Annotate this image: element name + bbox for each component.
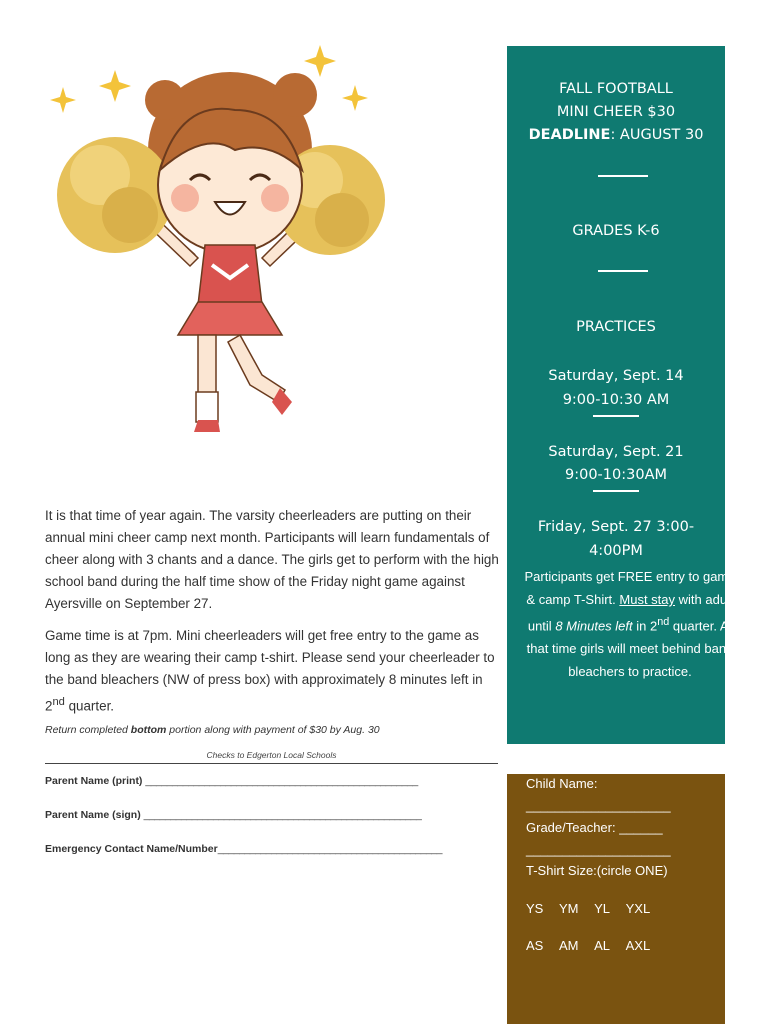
note-sup: nd	[657, 616, 670, 628]
paragraph-sup: nd	[52, 696, 65, 708]
intro-text	[45, 505, 501, 727]
divider	[598, 175, 648, 177]
deadline-value: : AUGUST 30	[610, 127, 704, 143]
note-text: in 2	[632, 618, 658, 634]
return-bold: bottom	[130, 724, 167, 736]
size-option-yl[interactable]: YL	[594, 901, 610, 916]
child-info-box	[507, 774, 725, 1024]
size-option-al[interactable]: AL	[594, 938, 610, 953]
emergency-contact-field[interactable]	[45, 843, 442, 855]
practices-heading: PRACTICES	[576, 319, 656, 335]
return-instructions	[45, 724, 380, 736]
return-text: portion along with payment of $30 by Aug. 30	[166, 724, 380, 736]
child-name-blank[interactable]: ____________________	[526, 798, 671, 813]
paragraph-text: Game time is at 7pm. Mini cheerleaders will get free entry to the game as long as they are wearing their camp t-shirt. Please send your cheerleader to the band bleachers (NW of press box) with approximately 8 minutes left in 2	[45, 628, 495, 714]
note-text: with adult until	[527, 592, 734, 634]
paragraph-text: quarter.	[64, 698, 115, 714]
divider	[593, 490, 639, 492]
size-option-ym[interactable]: YM	[558, 901, 579, 916]
size-option-as[interactable]: AS	[526, 938, 544, 953]
field-label: Emergency Contact Name/Number	[45, 843, 218, 855]
field-blank[interactable]: ____________________________________________________	[143, 809, 422, 821]
intro-paragraph-1: It is that time of year again. The varsity cheerleaders are putting on their annual mini cheer camp next month. Participants will learn fundamentals of cheer along with 3 chants and a dance. The girls get to perform with the high school band during the half time show of the Friday night game against Ayersville on September 27.	[45, 508, 499, 611]
cut-line	[45, 763, 498, 764]
info-sidebar	[507, 46, 736, 744]
parent-name-sign-field[interactable]	[45, 809, 421, 821]
participant-note	[507, 565, 753, 683]
grade-teacher-label[interactable]: Grade/Teacher: ______	[526, 820, 663, 835]
deadline-label: DEADLINE	[528, 127, 611, 143]
checks-payable: Checks to Edgerton Local Schools	[206, 750, 337, 760]
size-option-yxl[interactable]: YXL	[625, 901, 651, 916]
practice-2-time: 9:00-10:30AM	[564, 467, 667, 483]
practice-1-day: Saturday, Sept. 14	[548, 368, 684, 384]
intro-paragraph-2	[45, 625, 501, 717]
parent-name-print-field[interactable]	[45, 775, 418, 787]
size-option-axl[interactable]: AXL	[625, 938, 651, 953]
note-text: quarter. At that time girls will meet behind band bleachers to practice.	[526, 618, 734, 680]
practice-3-day: Friday, Sept. 27 3:00-	[537, 519, 695, 535]
divider	[598, 270, 648, 272]
child-name-label: Child Name:	[526, 776, 598, 791]
practice-3-time: 4:00PM	[589, 543, 643, 559]
grades-label: GRADES K-6	[572, 223, 660, 239]
field-label: Parent Name (print)	[45, 775, 143, 787]
note-minutes-left: 8 Minutes left	[555, 618, 633, 634]
note-text: Participants get FREE entry to game & camp T-Shirt.	[524, 569, 736, 607]
youth-size-options	[526, 901, 662, 916]
adult-size-options	[526, 938, 662, 953]
cheerleader-illustration	[30, 30, 390, 450]
practice-1-time: 9:00-10:30 AM	[562, 392, 670, 408]
title-line-1: FALL FOOTBALL	[559, 81, 673, 97]
title-line-2: MINI CHEER $30	[556, 104, 676, 120]
note-must-stay: Must stay	[619, 592, 676, 607]
deadline-line	[507, 124, 725, 147]
size-option-am[interactable]: AM	[558, 938, 579, 953]
field-blank[interactable]: ___________________________________________________	[145, 775, 418, 787]
size-option-ys[interactable]: YS	[526, 901, 544, 916]
field-blank[interactable]: __________________________________________	[217, 843, 442, 855]
practice-2-day: Saturday, Sept. 21	[548, 444, 684, 460]
grade-teacher-blank[interactable]: ____________________	[526, 842, 671, 857]
field-label: Parent Name (sign)	[45, 809, 141, 821]
return-text: Return completed	[45, 724, 131, 736]
tshirt-size-label: T-Shirt Size:(circle ONE)	[526, 863, 668, 878]
divider	[593, 415, 639, 417]
pompom-left	[57, 137, 173, 253]
